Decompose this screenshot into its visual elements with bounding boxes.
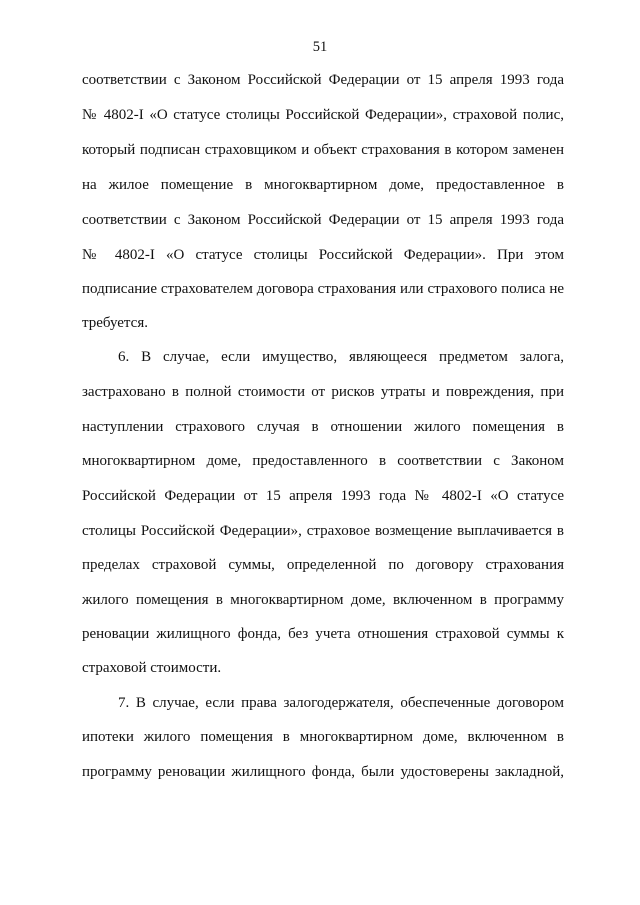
text-line: ипотеки жилого помещения в многоквартирном доме, включенном в xyxy=(82,729,564,745)
text-line: соответствии с Законом Российской Федерации от 15 апреля 1993 года xyxy=(82,212,564,228)
paragraph-7-first-line: 7. В случае, если права залогодержателя, обеспеченные договором xyxy=(118,695,564,711)
paragraph-6-first-line: 6. В случае, если имущество, являющееся предметом залога, xyxy=(118,349,564,365)
text-line: наступлении страхового случая в отношении жилого помещения в xyxy=(82,419,564,435)
text-line: соответствии с Законом Российской Федерации от 15 апреля 1993 года xyxy=(82,72,564,88)
page-number: 51 xyxy=(312,39,328,55)
text-line: застраховано в полной стоимости от рисков утраты и повреждения, при xyxy=(82,384,564,400)
text-line: жилого помещения в многоквартирном доме, включенном в программу xyxy=(82,592,564,608)
text-line: программу реновации жилищного фонда, были удостоверены закладной, xyxy=(82,764,564,780)
text-line: реновации жилищного фонда, без учета отношения страховой суммы к xyxy=(82,626,564,642)
text-line: пределах страховой суммы, определенной по договору страхования xyxy=(82,557,564,573)
text-line: подписание страхователем договора страхования или страхового полиса не xyxy=(82,281,564,297)
text-line: многоквартирном доме, предоставленного в соответствии с Законом xyxy=(82,453,564,469)
text-line: № 4802-I «О статусе столицы Российской Федерации», страховой полис, xyxy=(82,107,564,123)
text-line: на жилое помещение в многоквартирном доме, предоставленное в xyxy=(82,177,564,193)
text-line: страховой стоимости. xyxy=(82,660,222,676)
text-line: который подписан страховщиком и объект страхования в котором заменен xyxy=(82,142,564,158)
text-line: Российской Федерации от 15 апреля 1993 года № 4802-I «О статусе xyxy=(82,488,564,504)
text-line: требуется. xyxy=(82,315,148,331)
text-line: столицы Российской Федерации», страховое возмещение выплачивается в xyxy=(82,523,564,539)
text-line: № 4802-I «О статусе столицы Российской Федерации». При этом xyxy=(82,247,564,263)
